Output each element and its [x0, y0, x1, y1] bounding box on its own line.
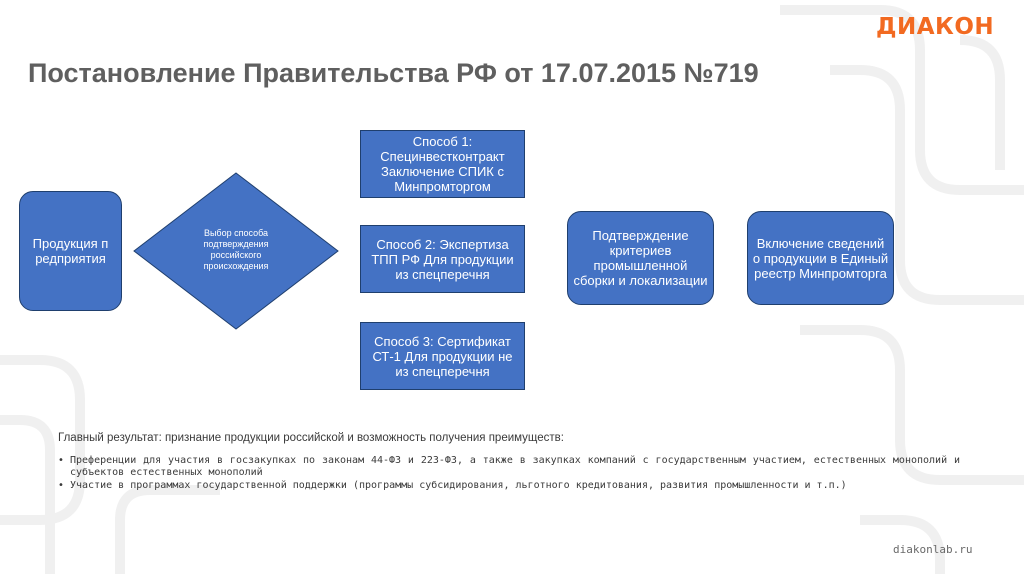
- result-heading: Главный результат: признание продукции российской и возможность получения преимуществ:: [58, 432, 564, 444]
- footer-website: diakonlab.ru: [893, 543, 973, 556]
- start-node-label: Продукция предприятия: [32, 236, 109, 266]
- benefit-text: Участие в программах государственной поддержки (программы субсидирования, льготного кредитования, развития промышленности и т.п.): [70, 480, 847, 491]
- bullet-icon: •: [58, 455, 64, 466]
- list-item: [58, 480, 960, 492]
- start-node: [19, 191, 122, 311]
- method-1-label: Способ 1: Специнвестконтракт Заключение СПИК с Минпромторгом: [380, 134, 505, 194]
- benefits-list: [58, 455, 960, 493]
- benefit-text: Преференции для участия в госзакупках по законам 44-ФЗ и 223-ФЗ, а также в закупках компаний с государственным участием, естественных монополий и субъектов естественных монополий: [70, 455, 960, 478]
- list-item: [58, 455, 960, 479]
- page-title: Постановление Правительства РФ от 17.07.2015 №719: [28, 58, 759, 88]
- method-3-label: Способ 3: Сертификат СТ-1 Для продукции не из спецперечня: [372, 333, 513, 379]
- bullet-icon: •: [58, 480, 64, 491]
- confirmation-node: [567, 211, 714, 305]
- confirmation-node-label: Подтверждение критериев промышленной сборки и локализации: [573, 228, 708, 288]
- registry-node: [747, 211, 894, 305]
- method-1-node: [360, 130, 525, 198]
- method-2-node: [360, 225, 525, 293]
- method-3-node: [360, 322, 525, 390]
- method-2-label: Способ 2: Экспертиза ТПП РФ Для продукции из спецперечня: [371, 236, 514, 282]
- company-logo: ДИАКОН: [876, 14, 995, 40]
- decision-node-label: Выбор способа подтверждения российского происхождения: [203, 228, 269, 271]
- registry-node-label: Включение сведений о продукции в Единый реестр Минпромторга: [752, 235, 889, 281]
